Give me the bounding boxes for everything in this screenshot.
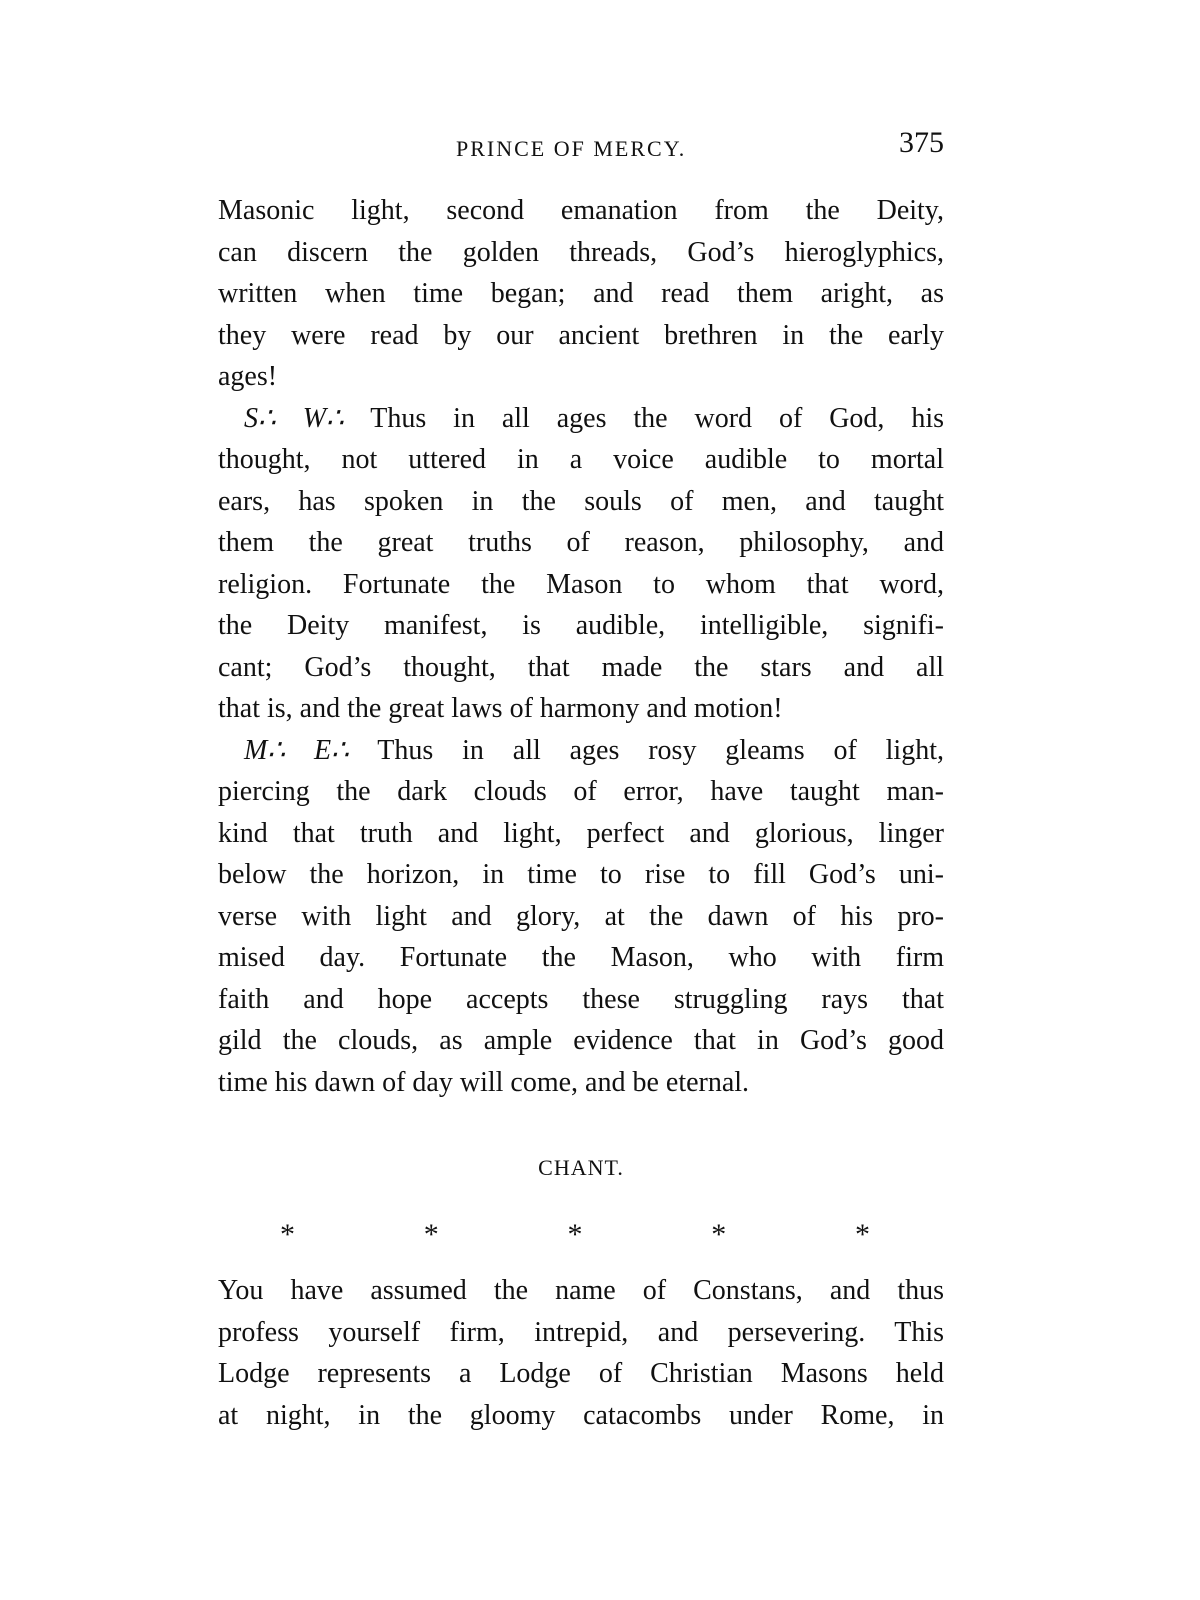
running-title: PRINCE OF MERCY.	[456, 136, 687, 161]
text-line: verse with light and glory, at the dawn of his pro-	[218, 900, 944, 932]
paragraph-1	[218, 190, 944, 398]
text-line: cant; God’s thought, that made the stars and all	[218, 651, 944, 683]
text-line: profess yourself firm, intrepid, and persevering. This	[218, 1316, 944, 1348]
text-line: can discern the golden threads, God’s hieroglyphics,	[218, 236, 944, 268]
text-line: them the great truths of reason, philosophy, and	[218, 527, 944, 558]
asterism	[280, 1218, 870, 1252]
text-line: gild the clouds, as ample evidence that in God’s good	[218, 1025, 944, 1056]
text-fragment: Thus in all ages the word of God, his	[343, 402, 944, 434]
body-text	[218, 190, 944, 1103]
text-line: the Deity manifest, is audible, intelligible, signifi-	[218, 610, 944, 641]
page-number: 375	[899, 126, 944, 159]
text-line	[218, 730, 944, 772]
text-line	[218, 398, 944, 440]
running-head	[218, 126, 944, 166]
section-heading: CHANT.	[538, 1155, 624, 1180]
text-line: Masonic light, second emanation from the Deity,	[218, 195, 944, 226]
asterisk: *	[855, 1218, 870, 1251]
asterisk: *	[567, 1218, 583, 1251]
text-line: mised day. Fortunate the Mason, who with firm	[218, 942, 944, 973]
text-line: religion. Fortunate the Mason to whom that word,	[218, 568, 944, 600]
paragraph-4	[218, 1270, 944, 1436]
text-line: kind that truth and light, perfect and glorious, linger	[218, 817, 944, 849]
asterisk: *	[280, 1218, 295, 1251]
text-line: they were read by our ancient brethren in the early	[218, 319, 944, 351]
text-line: ages!	[218, 361, 278, 392]
text-line: You have assumed the name of Constans, and thus	[218, 1275, 944, 1306]
text-fragment: Thus in all ages rosy gleams of light,	[348, 734, 944, 766]
text-line: thought, not uttered in a voice audible to mortal	[218, 444, 944, 475]
text-line: Lodge represents a Lodge of Christian Masons held	[218, 1358, 944, 1389]
speaker-label: M∴ E∴	[244, 734, 349, 766]
text-line: at night, in the gloomy catacombs under Rome, in	[218, 1399, 944, 1431]
text-line: time his dawn of day will come, and be eternal.	[218, 1066, 750, 1098]
text-line: written when time began; and read them aright, as	[218, 278, 944, 309]
text-line: below the horizon, in time to rise to fill God’s uni-	[218, 859, 944, 890]
text-line: faith and hope accepts these struggling rays that	[218, 983, 944, 1015]
paragraph-3	[218, 730, 944, 1104]
paragraph-2	[218, 398, 944, 730]
text-line: ears, has spoken in the souls of men, and taught	[218, 485, 944, 517]
asterisk: *	[711, 1218, 727, 1251]
speaker-label: S∴ W∴	[244, 402, 344, 434]
text-line: that is, and the great laws of harmony and motion!	[218, 693, 783, 724]
asterisk: *	[423, 1218, 439, 1251]
text-line: piercing the dark clouds of error, have taught man-	[218, 776, 944, 807]
